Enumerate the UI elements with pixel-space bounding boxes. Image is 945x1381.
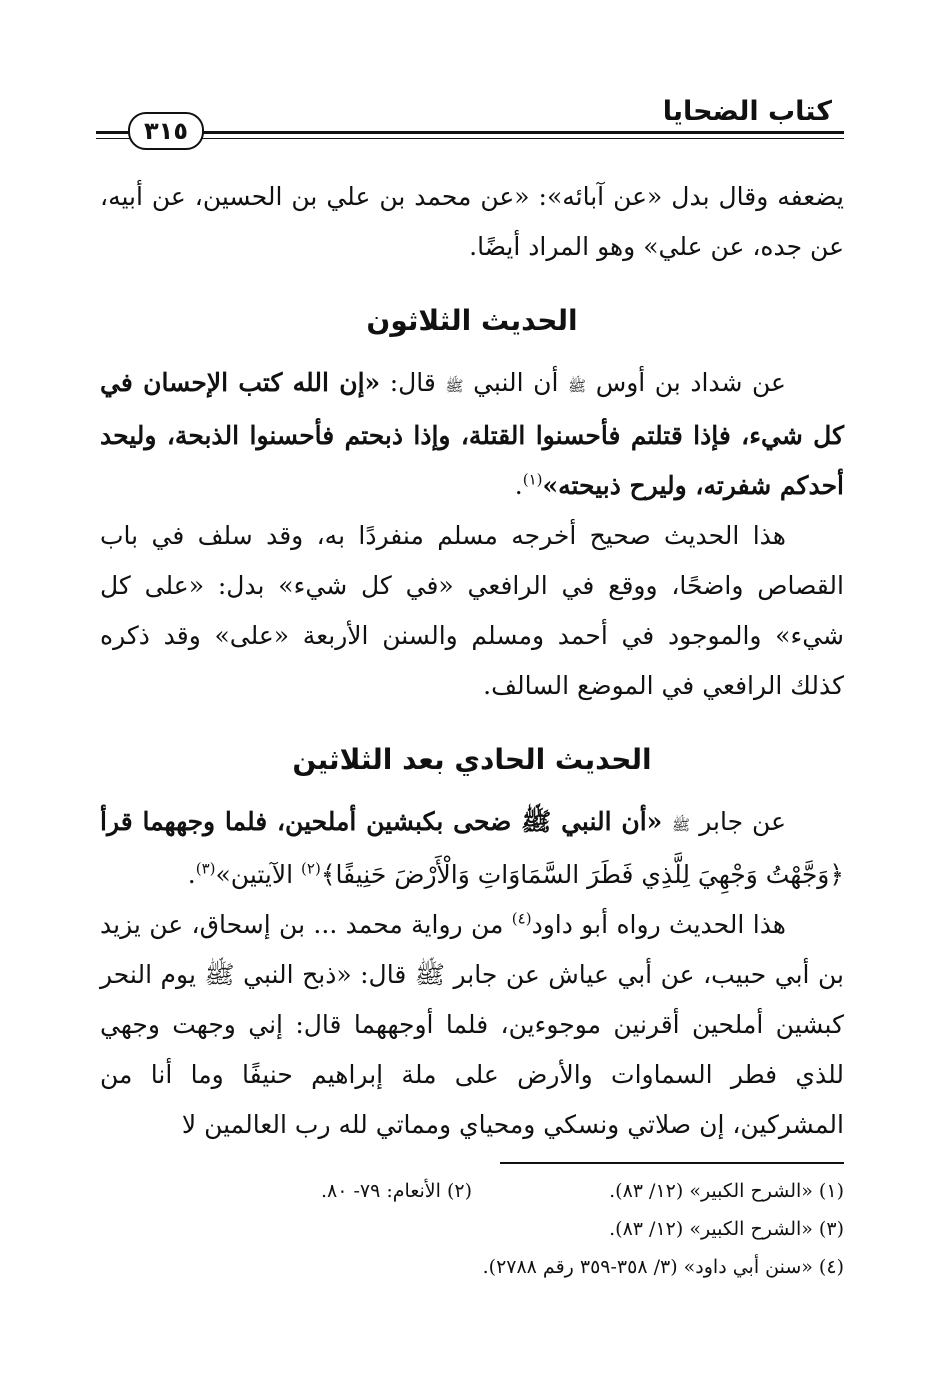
- footnote-ref-4[interactable]: (٤): [511, 909, 532, 928]
- footnote-2: (٢) الأنعام: ٧٩- ٨٠.: [320, 1180, 472, 1202]
- page-header: [96, 92, 844, 152]
- paragraph-1: يضعفه وقال بدل «عن آبائه»: «عن محمد بن علي بن الحسين، عن أبيه، عن جده، عن علي» وهو المراد أيضًا.: [100, 182, 844, 261]
- heading-hadith-31: الحديث الحادي بعد الثلاثين: [292, 743, 652, 776]
- hadith-quote: «أن النبي ﷺ ضحى بكبشين أملحين، فلما وجههما قرأ: [100, 807, 673, 836]
- footnote-1: (١) «الشرح الكبير» (١٢/ ٨٣).: [609, 1180, 844, 1202]
- text-span: قال:: [380, 368, 446, 397]
- heading-hadith-30: الحديث الثلاثون: [366, 304, 578, 337]
- footnote-row: [100, 1172, 844, 1210]
- text-span: أن النبي: [463, 368, 568, 397]
- text-span: الآيتين»: [215, 860, 302, 889]
- text-span: من رواية محمد ... بن إسحاق، عن يزيد بن أبي حبيب، عن أبي عياش عن جابر ﷺ قال: «ذبح النبي ﷺ يوم النحر كبشين أملحين أقرنين موجوءين، فلما أوجههما قال: إني وجهت وجهي للذي فطر السماوات والأرض على ملة إبراهيم حنيفًا وما أنا من المشركين، إن صلاتي ونسكي ومحياي ومماتي لله رب العالمين لا: [100, 910, 844, 1139]
- honorific-icon: ﷺ: [672, 816, 691, 834]
- paragraph-2: عن شداد بن أوس ﷺ أن النبي ﷺ قال: «إن الله كتب الإحسان في كل شيء، فإذا قتلتم فأحسنوا القتلة، وإذا ذبحتم فأحسنوا الذبحة، وليحد أحدكم شفرته، وليرح ذبيحته»$^{(١)}$.: [100, 368, 844, 500]
- honorific-icon: ﷺ: [568, 377, 587, 395]
- text-span: هذا الحديث رواه أبو داود: [531, 910, 786, 939]
- footnote-3: (٣) «الشرح الكبير» (١٢/ ٨٣).: [609, 1218, 844, 1240]
- footnote-ref-1[interactable]: (١): [522, 470, 543, 489]
- book-title: كتاب الضحايا: [662, 96, 832, 127]
- footnotes: [100, 1172, 844, 1286]
- footnote-ref-2[interactable]: (٢): [301, 859, 321, 878]
- footnote-rule: [500, 1162, 844, 1164]
- page-number: ٣١٥: [128, 112, 204, 150]
- paragraph-4: عن جابر ﷺ «أن النبي ﷺ ضحى بكبشين أملحين، فلما وجههما قرأ ﴿وَجَّهْتُ وَجْهِيَ لِلَّذِي فَطَرَ السَّمَاوَاتِ وَالْأَرْضَ حَنِيفًا﴾$^{(٢)}$ الآيتين»$^{(٣)}$.: [100, 807, 844, 889]
- header-rule-left: [96, 131, 132, 139]
- quran-verse: ﴿وَجَّهْتُ وَجْهِيَ لِلَّذِي فَطَرَ السَّمَاوَاتِ وَالْأَرْضَ حَنِيفًا﴾: [320, 860, 844, 889]
- page-body: [100, 172, 844, 1150]
- header-rule: [196, 131, 844, 139]
- honorific-icon: ﷺ: [445, 377, 464, 395]
- text-span: عن جابر: [699, 807, 786, 836]
- footnote-ref-3[interactable]: (٣): [195, 859, 216, 878]
- hadith-quote: «إن الله كتب الإحسان في كل شيء، فإذا قتلتم فأحسنوا القتلة، وإذا ذبحتم فأحسنوا الذبحة، وليحد أحدكم شفرته، وليرح ذبيحته»: [100, 368, 844, 500]
- paragraph-3: هذا الحديث صحيح أخرجه مسلم منفردًا به، وقد سلف في باب القصاص واضحًا، ووقع في الرافعي «في كل شيء» بدل: «على كل شيء» والموجود في أحمد ومسلم والسنن الأربعة «على» وقد ذكره كذلك الرافعي في الموضع السالف.: [100, 521, 844, 700]
- footnote-4: (٤) «سنن أبي داود» (٣/ ٣٥٨-٣٥٩ رقم ٢٧٨٨).: [482, 1256, 844, 1278]
- text-span: عن شداد بن أوس: [595, 368, 786, 397]
- paragraph-5: [100, 900, 844, 1150]
